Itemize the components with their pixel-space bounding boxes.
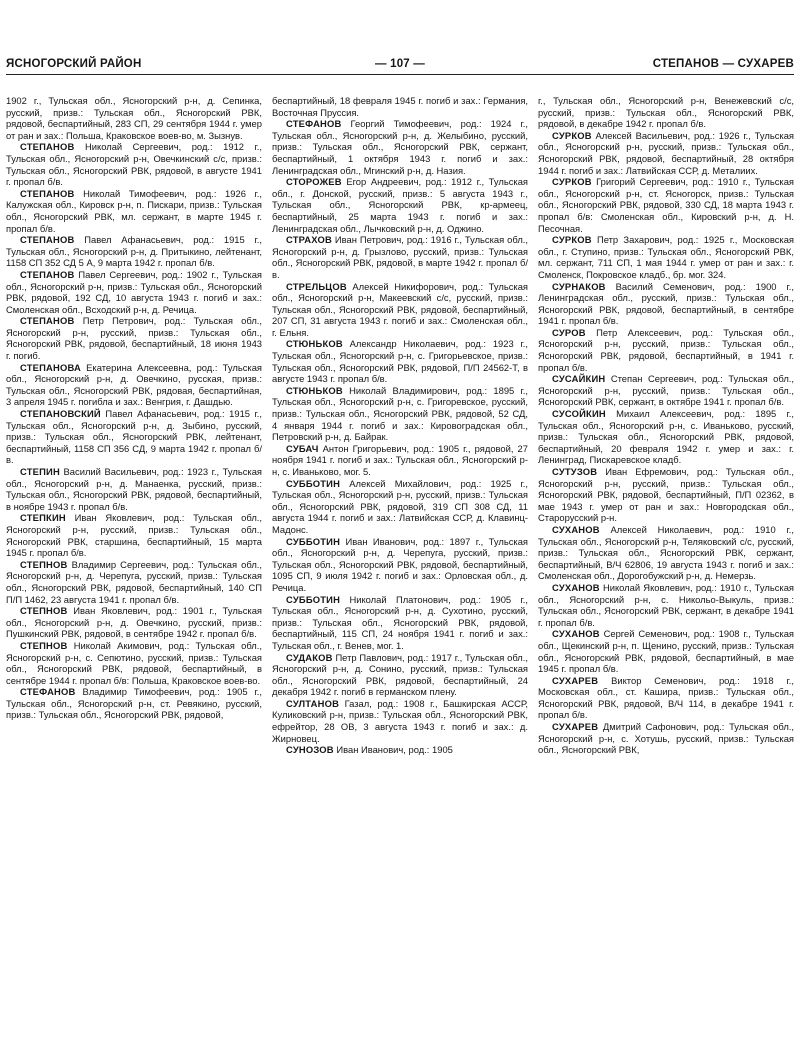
entry-surname: СТЕПАНОВ — [20, 187, 75, 199]
entry-text: Владимир Сергеевич, род.: Тульская обл., Ясногорский р-н, д. Черепуга, русский, призв.: Тульская обл., Ясногорский РВК, рядовой, беспартийный, 140 СП П/П 1462, 23 августа 1941 г. пропал б/в. — [6, 558, 262, 605]
entry — [272, 698, 528, 744]
entry-surname: СТРЕЛЬЦОВ — [286, 280, 347, 292]
entry-text: Екатерина Алексеевна, род.: Тульская обл., Ясногорский р-н, д. Овечкино, русская, призв.: Тульская обл., Ясногорский РВК, рядовая, беспартийная, 3 апреля 1945 г. погибла и зах.: Венгрия, г. Дашдью. — [6, 361, 262, 408]
entry-surname: СУРНАКОВ — [552, 280, 606, 292]
entry — [272, 281, 528, 339]
entry-text: Алексей Михайлович, род.: 1925 г., Тульская обл., Ясногорский р-н, русский, призв.: Тульская обл., Ясногорский РВК, рядовой, 319 СП 308 СД, 11 августа 1944 г. погиб и зах.: Латвийская ССР, д. Клавинц-Мадонс. — [272, 477, 528, 535]
entry-surname: СТЕПНОВ — [20, 605, 68, 617]
entry — [6, 408, 262, 466]
entry — [272, 744, 528, 756]
column-2 — [272, 95, 528, 1057]
entry-text: Петр Алексеевич, род.: Тульская обл., Ясногорский р-н, русский, призв.: Тульская обл., Ясногорский РВК, рядовой, беспартийный, в 1941 г. пропал б/в. — [538, 326, 794, 373]
entry-text: Алексей Николаевич, род.: 1910 г., Тульская обл., Ясногорский р-н, Теляковский с/с, русский, призв.: Тульская обл., Ясногорский РВК, сержант, беспартийный, В/Ч 62806, 19 августа 1943 г. погиб и зах.: Смоленская обл., Дорогобужский р-н, д. Немерзь. — [538, 523, 794, 582]
entry-text: Владимир Тимофеевич, род.: 1905 г., Тульская обл., Ясногорский р-н, ст. Ревякино, русский, призв.: Тульская обл., Ясногорский РВК, рядовой, — [6, 686, 262, 721]
entry-surname: СУСАЙКИН — [552, 373, 606, 385]
entry — [538, 234, 794, 280]
entry — [6, 362, 262, 408]
entry-text: Александр Николаевич, род.: 1923 г., Тульская обл., Ясногорский р-н, с. Григорьевское, призв.: Тульская обл., Ясногорский РВК, рядовой, П/П 24562-Т, в августе 1943 г. пропал б/в. — [272, 338, 528, 385]
entry — [538, 582, 794, 628]
entry-surname: СТЕПАНОВ — [20, 315, 75, 327]
entry — [6, 686, 262, 721]
entry-surname: СУРКОВ — [552, 129, 592, 141]
entry — [272, 95, 528, 118]
entry-text: Иван Иванович, род.: 1905 — [336, 744, 453, 756]
entry-text: Михаил Алексеевич, род.: 1895 г., Тульская обл., Ясногорский р-н, с. Иваньково, русский, призв.: Тульская обл., Ясногорский РВК, рядовой, беспартийный, 20 февраля 1942 г. умер и зах.: г. Ленинград, Пискаревское кладб. — [538, 408, 794, 466]
entry — [272, 594, 528, 652]
entry-text: Алексей Васильевич, род.: 1926 г., Тульская обл., Ясногорский р-н, русский, призв.: Тульская обл., Ясногорский РВК, рядовой, беспартийный, 28 октября 1944 г. погиб и зах.: Латвийская ССР, д. Металиих. — [538, 129, 794, 176]
entry-surname: СУЛТАНОВ — [286, 697, 340, 709]
entry-surname: СТРАХОВ — [286, 234, 332, 246]
entry — [538, 628, 794, 674]
entry-text: Николай Владимирович, род.: 1895 г., Тульская обл., Ясногорский р-н, с. Григоревское, русский, призв.: Тульская обл., Ясногорский РВК, рядовой, 52 СД, 4 января 1944 г. погиб и зах.: Кировоградская обл., Петровский р-н, д. Байрак. — [272, 384, 528, 443]
entry-surname: СТЕПКИН — [20, 512, 66, 524]
entry-text: Иван Яковлевич, род.: Тульская обл., Ясногорский р-н, русский, призв.: Тульская обл., Ясногорский РВК, старшина, беспартийный, 15 марта 1945 г. пропал б/в. — [6, 512, 262, 559]
entry-text: Антон Григорьевич, род.: 1905 г., рядовой, 27 ноября 1941 г. погиб и зах.: Тульская обл., Ясногорский р-н, с. Иваньково, мог. 5. — [272, 442, 528, 477]
entry-text: Николай Тимофеевич, род.: 1926 г., Калужская обл., Кировск р-н, п. Пискари, призв.: Тульская обл., Ясногорский РВК, мл. сержант, в марте 1945 г. пропал б/в. — [6, 187, 262, 234]
entry-surname: СУРКОВ — [552, 234, 592, 246]
entry — [6, 559, 262, 605]
entry — [6, 141, 262, 187]
entry — [6, 640, 262, 686]
entry-text: Николай Сергеевич, род.: 1912 г., Тульская обл., Ясногорский р-н, Овечкинский с/с, призв.: Тульская обл., Ясногорский РВК, рядовой, в августе 1941 г. пропал б/в. — [6, 141, 262, 188]
entry-text: Григорий Сергеевич, род.: 1910 г., Тульская обл., Ясногорский р-н, ст. Ясногорск, призв.: Тульская обл., Ясногорский РВК, рядовой, 330 СД, 18 марта 1943 г. пропал б/в: Смоленская обл., Кировский р-н, д. Н. Песочная. — [538, 176, 794, 234]
entry-surname: СУРОВ — [552, 326, 586, 338]
entry-surname: СТЕПИН — [20, 466, 60, 477]
entry — [272, 536, 528, 594]
entry — [272, 385, 528, 443]
entry-surname: СУББОТИН — [286, 535, 341, 547]
entry — [6, 234, 262, 269]
entry-text: Сергей Семенович, род.: 1908 г., Тульская обл., Щекинский р-н, п. Щенино, русский, призв.: Тульская обл., Ясногорский РВК, рядовой, беспартийный, в мае 1945 г. пропал б/в. — [538, 628, 794, 675]
entry — [6, 605, 262, 640]
entry — [6, 95, 262, 141]
entry-text: беспартийный, 18 февраля 1945 г. погиб и зах.: Германия, Восточная Пруссия. — [272, 95, 528, 118]
entry-text: Николай Акимович, род.: Тульская обл., Ясногорский р-н, с. Сепютино, русский, призв.: Тульская обл., Ясногорский РВК, рядовой, беспартийный, в сентябре 1944 г. пропал б/в: Польша, Краковское воев-во. — [6, 639, 262, 686]
entry-text: Иван Ефремович, род.: Тульская обл., Ясногорский р-н, русский, призв.: Тульская обл., Ясногорский РВК, рядовой, беспартийный, П/П 02362, в мае 1943 г. умер от ран и зах.: Новгородская обл., Старорусский р-н. — [538, 466, 794, 524]
entry-surname: СТОРОЖЕВ — [286, 176, 342, 188]
entry — [6, 269, 262, 315]
entry — [538, 408, 794, 466]
entry-surname: СУХАРЕВ — [552, 721, 599, 733]
entry-text: Петр Павлович, род.: 1917 г., Тульская обл., Ясногорский р-н, д. Сонино, русский, призв.: Тульская обл., Ясногорский РВК, рядовой, беспартийный, 24 декабря 1942 г. погиб в германском плену. — [272, 651, 528, 698]
entry-surname: СТЮНЬКОВ — [286, 338, 343, 350]
entry — [538, 327, 794, 373]
entry-surname: СТЕПАНОВСКИЙ — [20, 408, 101, 420]
entry-surname: СТЮНЬКОВ — [286, 384, 343, 396]
entry-text: Василий Семенович, род.: 1900 г., Ленинградская обл., русский, призв.: Тульская обл., Ясногорский РВК, рядовой, беспартийный, в сентябре 1941 г. пропал б/в. — [538, 280, 794, 327]
entry-surname: СТЕФАНОВ — [286, 118, 342, 130]
entry — [6, 315, 262, 361]
entry-surname: СУНОЗОВ — [286, 744, 334, 756]
entry-text: Павел Сергеевич, род.: 1902 г., Тульская обл., Ясногорский р-н, призв.: Тульская обл., Ясногорский РВК, рядовой, 192 СД, 10 августа 1943 г. погиб и зах.: Смоленская обл., Всходский р-н, д. Речица. — [6, 268, 262, 315]
column-3 — [538, 95, 794, 1057]
entry-text: Виктор Семенович, род.: 1918 г., Московская обл., ст. Кашира, призв.: Тульская обл., Ясногорский РВК, рядовой, В/Ч 114, в декабре 1941 г. пропал б/в. — [538, 674, 794, 721]
entry-surname: СУТУЗОВ — [552, 466, 598, 477]
entry-surname: СУДАКОВ — [286, 651, 333, 663]
entry-text: Василий Васильевич, род.: 1923 г., Тульская обл., Ясногорский р-н, д. Манаенка, русский, призв.: Тульская обл., Ясногорский РВК, рядовой, беспартийный, в ноябре 1943 г. пропал б/в. — [6, 466, 262, 512]
entry — [272, 652, 528, 698]
entry-text: Иван Яковлевич, род.: 1901 г., Тульская обл., Ясногорский р-н, д. Овечкино, русский, призв.: Пушкинский РВК, рядовой, в сентябре 1942 г. пропал б/в. — [6, 605, 262, 640]
entry — [272, 118, 528, 176]
entry — [538, 373, 794, 408]
entry-text: 1902 г., Тульская обл., Ясногорский р-н, д. Сепинка, русский, призв.: Тульская обл., Ясногорский РВК, рядовой, беспартийный, 283 СП, 29 сентября 1944 г. умер от ран и зах.: Польша, Краковское воев-во, м. Зызнув. — [6, 95, 262, 141]
entry-text: Егор Андреевич, род.: 1912 г., Тульская обл., г. Донской, русский, призв.: 5 августа 1943 г., Тульская обл., Ясногорский РВК, кр-армеец, беспартийный, 25 марта 1943 г. погиб и зах.: Ленинградская обл., Лычковский р-н, д. Оджино. — [272, 176, 528, 234]
entry — [538, 176, 794, 234]
entry-text: г., Тульская обл., Ясногорский р-н, Венежевский с/с, русский, призв.: Тульская обл., Ясногорский РВК, рядовой, в декабре 1942 г. пропал б/в. — [538, 95, 794, 130]
entry — [272, 443, 528, 478]
entry-surname: СТЕПАНОВ — [20, 268, 75, 280]
page-number: — 107 — — [375, 58, 425, 70]
column-1 — [6, 95, 262, 1057]
entry-surname: СУХАНОВ — [552, 628, 600, 640]
entry-text: Иван Петрович, род.: 1916 г., Тульская обл., Ясногорский р-н, д. Грызлово, русский, призв.: Тульская обл., Ясногорский РВК, рядовой, в марте 1942 г. пропал б/в. — [272, 234, 528, 280]
entry — [6, 188, 262, 234]
entry-surname: СТЕПАНОВА — [20, 361, 81, 373]
entry-surname: СУХАНОВ — [552, 581, 600, 593]
entry-text: Петр Петрович, род.: Тульская обл., Ясногорский р-н, русский, призв.: Тульская обл., Ясногорский РВК, рядовой, беспартийный, 18 июня 1943 г. погиб. — [6, 315, 262, 362]
entry-surname: СУРКОВ — [552, 176, 592, 188]
entry-text: Газал, род.: 1908 г., Башкирская АССР, Куликовский р-н, призв.: Тульская обл., Ясногорский РВК, ефрейтор, 28 ОВ, 3 августа 1943 г. погиб и зах.: д. Жирновец. — [272, 697, 528, 744]
entry — [6, 512, 262, 558]
entry-surname: СТЕПНОВ — [20, 558, 68, 570]
page-header — [6, 52, 794, 75]
text-columns — [6, 95, 794, 1057]
entry-surname: СТЕПНОВ — [20, 639, 68, 651]
entry-surname: СТЕПАНОВ — [20, 234, 75, 246]
entry — [538, 95, 794, 130]
header-region: ЯСНОГОРСКИЙ РАЙОН — [6, 58, 142, 70]
header-range: СТЕПАНОВ — СУХАРЕВ — [652, 58, 794, 70]
entry-surname: СУХАНОВ — [552, 523, 600, 535]
entry — [538, 130, 794, 176]
entry-text: Петр Захарович, род.: 1925 г., Московская обл., г. Ступино, призв.: Тульская обл., Ясногорский РВК, мл. сержант, 711 СП, 1 мая 1944 г. умер от ран и зах.: г. Смоленск, Покровское кладб., бр. мог. 324. — [538, 234, 794, 280]
entry-text: Иван Иванович, род.: 1897 г., Тульская обл., Ясногорский р-н, д. Черепуга, русский, призв.: Тульская обл., Ясногорский РВК, рядовой, беспартийный, 1095 СП, 9 июля 1942 г. погиб и зах.: Орловская обл., д. Речица. — [272, 535, 528, 593]
entry-text: Дмитрий Сафонович, род.: Тульская обл., Ясногорский р-н, с. Хотушь, русский, призв.: Тульская обл., Ясногорский РВК, — [538, 721, 794, 756]
entry — [272, 234, 528, 280]
entry-surname: СУСОЙКИН — [552, 408, 606, 420]
entry — [538, 721, 794, 756]
entry-text: Николай Яковлевич, род.: 1910 г., Тульская обл., Ясногорский р-н, с. Никольо-Выкуль, призв.: Тульская обл., Ясногорский РВК, сержант, в декабре 1941 г. пропал б/в. — [538, 581, 794, 628]
entry — [538, 466, 794, 524]
entry — [272, 338, 528, 384]
entry — [272, 478, 528, 536]
entry-text: Павел Афанасьевич, род.: 1915 г., Тульская обл., Ясногорский р-н, д. Зыбино, русский, призв.: Тульская обл., Ясногорский РВК, лейтенант, беспартийный, 1158 СП 356 СД, 9 марта 1942 г. пропал б/в. — [6, 408, 262, 466]
entry-surname: СТЕПАНОВ — [20, 141, 75, 153]
entry-text: Георгий Тимофеевич, род.: 1924 г., Тульская обл., Ясногорский р-н, д. Желыбино, русский, призв.: Тульская обл., Ясногорский РВК, сержант, беспартийный, 1 октября 1943 г. погиб и зах.: Ленинградская обл., Мгинский р-н, д. Назия. — [272, 118, 528, 176]
entry-text: Алексей Никифорович, род.: Тульская обл., Ясногорский р-н, Макеевский с/с, русский, призв.: Тульская обл., Ясногорский РВК, рядовой, беспартийный, 207 СП, 31 августа 1943 г. погиб и зах.: Смоленская обл., г. Ельня. — [272, 280, 528, 338]
entry-surname: СТЕФАНОВ — [20, 686, 76, 698]
entry-text: Павел Афанасьевич, род.: 1915 г., Тульская обл., Ясногорский р-н, д. Притыкино, лейтенант, 1158 СП 352 СД 5 А, 9 марта 1942 г. пропал б/в. — [6, 234, 262, 269]
entry — [538, 524, 794, 582]
entry — [538, 675, 794, 721]
entry — [538, 281, 794, 327]
entry-surname: СУББОТИН — [286, 593, 341, 605]
entry — [6, 466, 262, 512]
entry — [272, 176, 528, 234]
entry-surname: СУББОТИН — [286, 477, 341, 489]
entry-surname: СУБАЧ — [286, 442, 319, 454]
entry-text: Николай Платонович, род.: 1905 г., Тульская обл., Ясногорский р-н, д. Сухотино, русский, призв.: Тульская обл., Ясногорский РВК, рядовой, беспартийный, 115 СП, 24 ноября 1941 г. погиб и зах.: Тульская обл., г. Венев, мог. 1. — [272, 593, 528, 651]
entry-text: Степан Сергеевич, род.: Тульская обл., Ясногорский р-н, русский, призв.: Тульская обл., Ясногорский РВК, сержант, в октябре 1941 г. пропал б/в. — [538, 373, 794, 408]
entry-surname: СУХАРЕВ — [552, 674, 599, 686]
